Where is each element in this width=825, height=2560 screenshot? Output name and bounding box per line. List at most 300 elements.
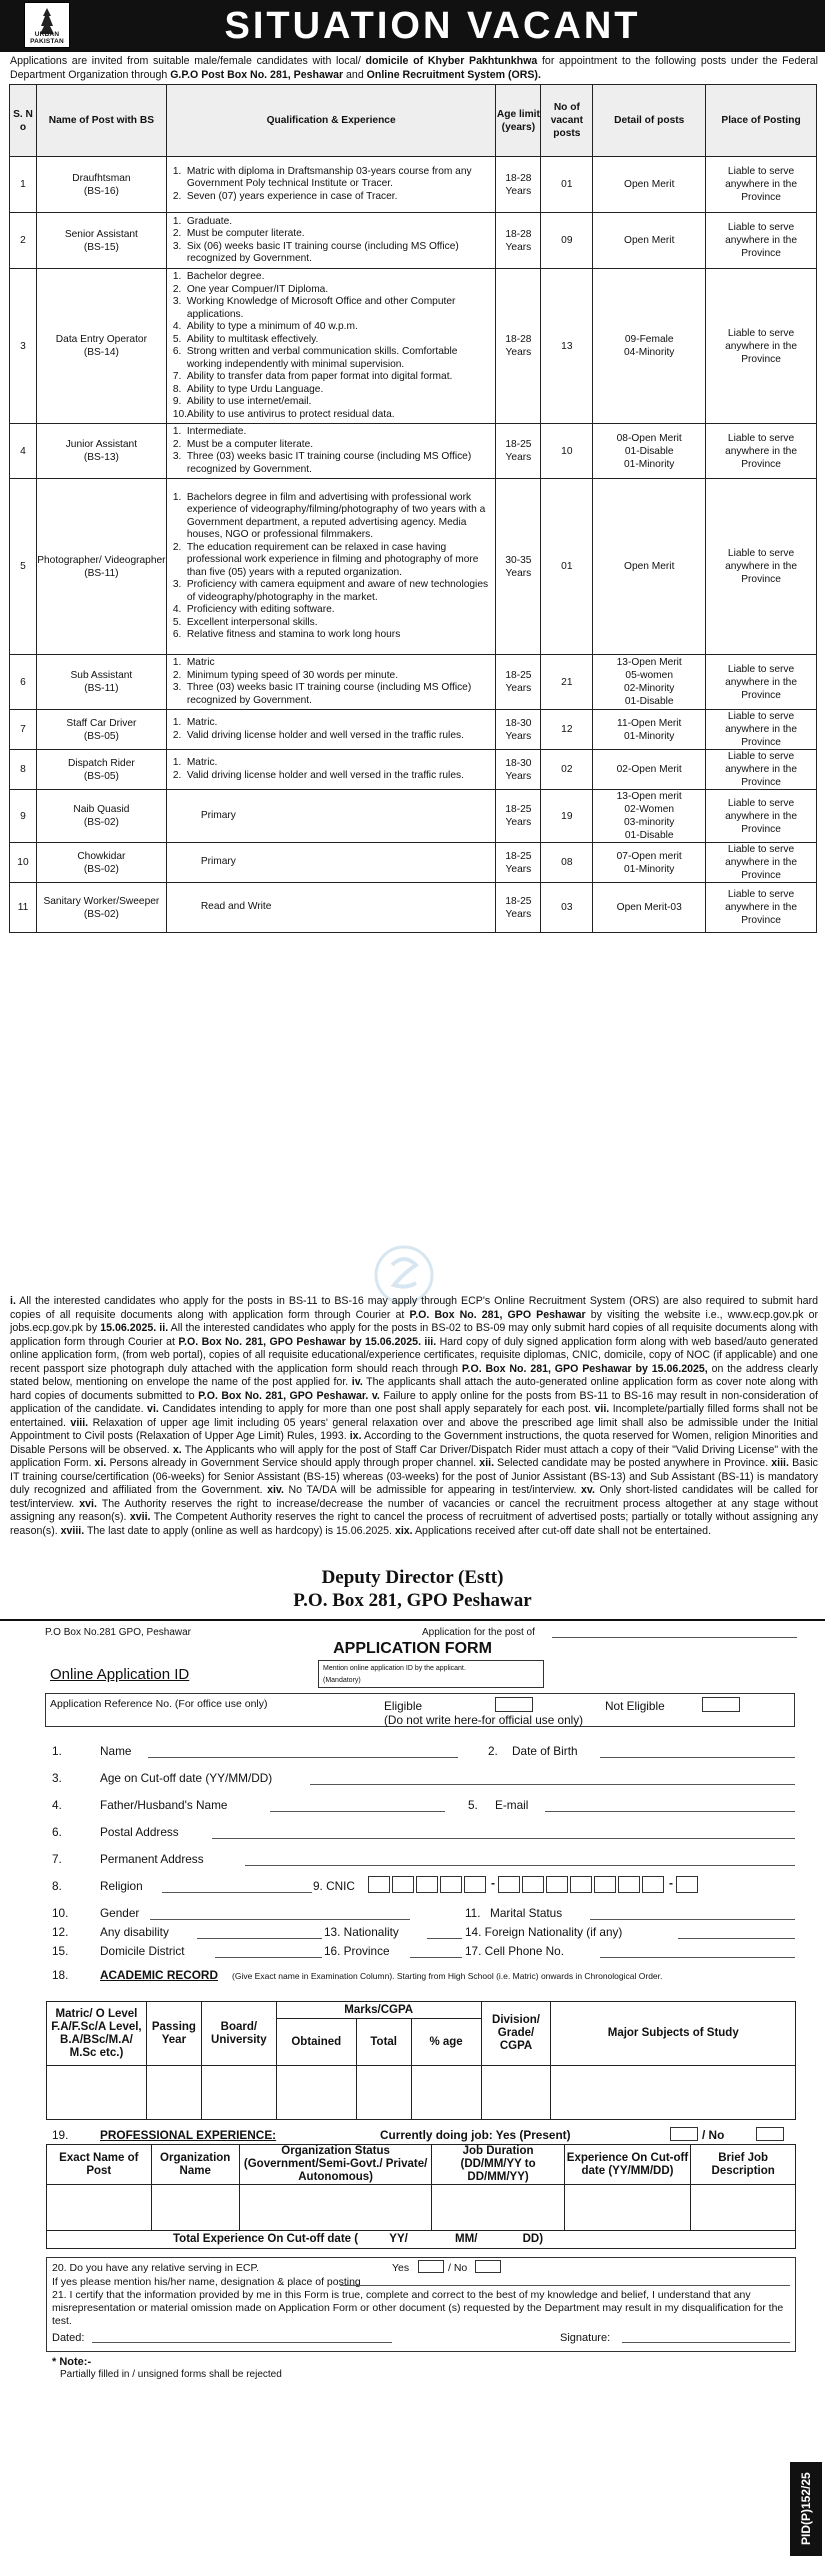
form-post-of-label: Application for the post of bbox=[422, 1627, 535, 1638]
qualification-item: 3. Three (03) weeks basic IT training course (including MS Office) recognized by Government. bbox=[172, 451, 472, 475]
note-text: According to the Government instructions, the quota reserved for Women, religion Minorities and Disable Persons will be observed. bbox=[10, 1430, 818, 1456]
qualification-item: 1. Matric bbox=[172, 657, 215, 668]
notes-paragraph bbox=[10, 1295, 818, 1538]
qualification-item: 2. Valid driving license holder and well versed in the traffic rules. bbox=[172, 769, 464, 781]
dob-field[interactable] bbox=[600, 1757, 795, 1758]
post-bs: (BS-13) bbox=[83, 452, 119, 463]
cell-detail: 13-Open merit 02-Women 03-minority 01-Disable bbox=[593, 790, 706, 843]
cell-vacant: 03 bbox=[541, 883, 593, 933]
office-designation: Deputy Director (Estt) bbox=[321, 1567, 504, 1588]
marital-label: Marital Status bbox=[490, 1906, 563, 1920]
note-number: xii. bbox=[476, 1457, 495, 1469]
name-label: Name bbox=[100, 1744, 132, 1758]
relative-no-label: / No bbox=[448, 2262, 468, 2274]
age-cutoff-field[interactable] bbox=[310, 1784, 795, 1785]
qualification-item: 10. Ability to use antivirus to protect residual data. bbox=[172, 408, 395, 420]
cell-detail: Open Merit bbox=[593, 213, 706, 269]
total-experience-label: Total Experience On Cut-off date ( bbox=[173, 2233, 359, 2245]
note-text: Incomplete/partially filled forms shall not be entertained. bbox=[10, 1403, 818, 1429]
field-number: 12. bbox=[52, 1925, 69, 1939]
disability-label: Any disability bbox=[100, 1925, 169, 1939]
qualification-item: 4. Ability to type a minimum of 40 w.p.m. bbox=[172, 321, 358, 332]
post-name: Staff Car Driver bbox=[66, 717, 137, 729]
form-pobox: P.O Box No.281 GPO, Peshawar bbox=[45, 1627, 192, 1638]
qualification-item: 1. Matric with diploma in Draftsmanship 03-years course from any Government Poly technical Institute or Tracer. bbox=[172, 165, 472, 190]
cell-age: 18-30 Years bbox=[496, 710, 541, 750]
post-bs: (BS-16) bbox=[83, 185, 119, 197]
post-name: Draufhtsman bbox=[72, 172, 131, 184]
qualification-item: 1. Intermediate. bbox=[172, 426, 247, 437]
note-number: xvi. bbox=[74, 1497, 97, 1510]
province-label: 16. Province bbox=[324, 1944, 390, 1958]
cell-qualification bbox=[166, 710, 496, 750]
cell-field[interactable] bbox=[600, 1957, 795, 1958]
qualification-item: 8. Ability to type Urdu Language. bbox=[172, 383, 324, 395]
post-bs: (BS-05) bbox=[83, 770, 119, 782]
qualification-item: 3. Six (06) weeks basic IT training course (including MS Office) recognized by Government. bbox=[172, 240, 459, 264]
cell-label: 17. Cell Phone No. bbox=[465, 1944, 565, 1958]
qualification-item: 1. Matric. bbox=[172, 717, 218, 728]
note-text: Hard copy of duly signed application form along with web based/auto generated online application form, (from web portal), copies of all requisite educational/experience certificates, requisite diplomas, CNIC, domicile, copy of NOC (if applicable) and one recent passport size photograph duly attached with the application form should reach through bbox=[10, 1335, 819, 1375]
cell-place: Liable to serve anywhere in the Province bbox=[706, 790, 817, 843]
qualification-item: Read and Write bbox=[200, 901, 272, 913]
cell-post bbox=[36, 479, 166, 655]
academic-header-percent: % age bbox=[411, 2019, 481, 2066]
relative-details-field[interactable] bbox=[340, 2285, 790, 2286]
permanent-field[interactable] bbox=[245, 1865, 795, 1866]
cell-age: 18-25 Years bbox=[496, 883, 541, 933]
post-bs: (BS-02) bbox=[83, 817, 119, 828]
note-text: No TA/DA will be admissible for appearing in test/interview. bbox=[283, 1484, 577, 1496]
note-text: Persons already in Government Service should apply through proper channel. bbox=[106, 1457, 477, 1469]
dated-label: Dated: bbox=[52, 2332, 85, 2344]
note-number: vii. bbox=[591, 1403, 610, 1415]
post-name: Sanitary Worker/Sweeper bbox=[43, 895, 160, 907]
cell-place: Liable to serve anywhere in the Province bbox=[706, 213, 817, 269]
qualification-item: 1. Bachelors degree in film and advertising with professional work experience of videography/filming/photography of two years with a Government department, a reputed advertising agency. Media houses, NGO or professional filmmakers. bbox=[172, 491, 486, 540]
note-text: The Applicants who will apply for the post of Staff Car Driver/Dispatch Rider must attach a copy of their "Valid Driving License" with the application Form. bbox=[10, 1443, 819, 1469]
academic-header-board: Board/ University bbox=[201, 2002, 276, 2066]
signature-field[interactable] bbox=[622, 2342, 790, 2343]
cell-post bbox=[36, 710, 166, 750]
cell-post bbox=[36, 655, 166, 710]
cell-sno: 6 bbox=[10, 655, 37, 710]
note-text: Failure to apply online for the posts from BS-11 to BS-16 may result in non-consideration of application of the candidate. bbox=[10, 1389, 818, 1415]
note-text: The last date to apply (online as well as hardcopy) is 15.06.2025. bbox=[84, 1524, 392, 1537]
cell-place: Liable to serve anywhere in the Province bbox=[706, 157, 817, 213]
cell-age: 18-28 Years bbox=[496, 157, 541, 213]
foreign-nationality-label: 14. Foreign Nationality (if any) bbox=[465, 1925, 623, 1939]
header-detail: Detail of posts bbox=[593, 85, 706, 157]
father-label: Father/Husband's Name bbox=[100, 1798, 228, 1812]
qualification-item: 3. Working Knowledge of Microsoft Office and other Computer applications. bbox=[172, 296, 456, 320]
email-field[interactable] bbox=[545, 1811, 795, 1812]
cell-sno: 4 bbox=[10, 424, 37, 479]
note-number: iv. bbox=[348, 1376, 363, 1388]
note-text: Candidates intending to apply for more than one post shall apply separately for each post. bbox=[158, 1403, 591, 1415]
qualification-item: 2. One year Compuer/IT Diploma. bbox=[172, 283, 329, 295]
domicile-field[interactable] bbox=[215, 1957, 322, 1958]
intro-paragraph bbox=[10, 54, 818, 82]
cell-sno: 10 bbox=[10, 843, 37, 883]
cell-place: Liable to serve anywhere in the Province bbox=[706, 750, 817, 790]
intro-text: and bbox=[343, 69, 367, 81]
cell-detail: Open Merit bbox=[593, 157, 706, 213]
note-text: Applications received after cut-off date shall not be entertained. bbox=[412, 1524, 712, 1537]
post-bs: (BS-05) bbox=[83, 730, 119, 742]
cell-vacant: 02 bbox=[541, 750, 593, 790]
signature-label: Signature: bbox=[560, 2332, 611, 2344]
academic-header-division: Division/ Grade/ CGPA bbox=[481, 2002, 551, 2066]
cell-vacant: 21 bbox=[541, 655, 593, 710]
qualification-item: 2. Valid driving license holder and well versed in the traffic rules. bbox=[172, 729, 464, 741]
online-id-note: Mention online application ID by the applicant. bbox=[323, 1665, 466, 1672]
post-bs: (BS-14) bbox=[83, 347, 119, 358]
note-number: xiv. bbox=[262, 1484, 284, 1496]
academic-header-obtained: Obtained bbox=[276, 2019, 356, 2066]
cell-detail: Open Merit-03 bbox=[593, 883, 706, 933]
header-age: Age limit (years) bbox=[496, 85, 541, 157]
total-dd: DD) bbox=[522, 2233, 544, 2245]
academic-input-row[interactable] bbox=[47, 2066, 796, 2120]
note-number: ix. bbox=[346, 1430, 362, 1442]
ref-no-label: Application Reference No. (For office use only) bbox=[50, 1698, 268, 1710]
intro-bold: G.P.O Post Box No. 281, Peshawar bbox=[170, 69, 344, 81]
field-number: 3. bbox=[52, 1771, 62, 1785]
field-number: 6. bbox=[52, 1825, 62, 1839]
relative-no-checkbox[interactable] bbox=[475, 2260, 501, 2273]
table-row bbox=[10, 883, 817, 933]
post-bs: (BS-11) bbox=[84, 683, 119, 694]
cnic-field[interactable]: - - bbox=[368, 1876, 700, 1893]
cell-age: 18-28 Years bbox=[496, 269, 541, 424]
intro-text: for appointment to the following posts under the Federal Department Organization through bbox=[10, 55, 818, 81]
cell-qualification bbox=[166, 750, 496, 790]
father-field[interactable] bbox=[270, 1811, 445, 1812]
cell-sno: 11 bbox=[10, 883, 37, 933]
header-vacant: No of vacant posts bbox=[541, 85, 593, 157]
disability-field[interactable] bbox=[197, 1938, 322, 1939]
province-field[interactable] bbox=[410, 1957, 462, 1958]
cell-vacant: 13 bbox=[541, 269, 593, 424]
note-number: xv. bbox=[576, 1484, 595, 1496]
relative-yes-checkbox[interactable] bbox=[418, 2260, 444, 2273]
note-number: xvii. bbox=[126, 1511, 151, 1523]
cnic-label: 9. CNIC bbox=[313, 1879, 355, 1893]
gender-field[interactable] bbox=[150, 1919, 410, 1920]
note-text: The Competent Authority reserves the right to cancel the process of recruitment of advertised posts; partially or totally without assigning any reason(s). bbox=[10, 1511, 818, 1537]
cell-vacant: 01 bbox=[541, 479, 593, 655]
qualification-item: 6. Relative fitness and stamina to work long hours bbox=[172, 629, 401, 640]
note-number: xiii. bbox=[768, 1457, 789, 1469]
qualification-item: 5. Ability to multitask effectively. bbox=[172, 333, 319, 345]
post-name: Sub Assistant bbox=[70, 670, 133, 681]
cell-sno: 7 bbox=[10, 710, 37, 750]
domicile-label: Domicile District bbox=[100, 1944, 185, 1958]
office-address: P.O. Box 281, GPO Peshawar bbox=[293, 1590, 532, 1611]
qualification-item: 2. Must be computer literate. bbox=[172, 228, 305, 239]
cell-post bbox=[36, 213, 166, 269]
pid-badge: PID(P)152/25 bbox=[790, 2462, 822, 2556]
qualification-item: 6. Strong written and verbal communication skills. Comfortable working independently with minimal supervision. bbox=[172, 346, 458, 370]
note-title: * Note:- bbox=[52, 2356, 92, 2368]
dated-field[interactable] bbox=[92, 2342, 392, 2343]
qualification-item: 1. Bachelor degree. bbox=[172, 271, 265, 282]
note-text: All the interested candidates who apply for the posts in BS-02 to BS-09 may only submit hard copies of all requisite documents along with application form through Courier at bbox=[10, 1322, 818, 1348]
header-post: Name of Post with BS bbox=[36, 85, 166, 157]
email-label: E-mail bbox=[495, 1798, 529, 1812]
post-name: Senior Assistant bbox=[64, 228, 138, 240]
note-bold: 15.06.2025. bbox=[100, 1322, 157, 1334]
header-qualification: Qualification & Experience bbox=[166, 85, 496, 157]
academic-title: ACADEMIC RECORD bbox=[100, 1968, 218, 1982]
note-number: vi. bbox=[143, 1403, 159, 1415]
religion-field[interactable] bbox=[162, 1892, 312, 1893]
professional-title: PROFESSIONAL EXPERIENCE: bbox=[100, 2128, 277, 2142]
table-header-row bbox=[10, 85, 817, 157]
exp-header-status: Organization Status (Government/Semi-Govt./ Private/ Autonomous) bbox=[239, 2145, 432, 2185]
post-name: Photographer/ Videographer bbox=[37, 554, 166, 566]
note-number: viii. bbox=[65, 1416, 89, 1429]
cell-post bbox=[36, 269, 166, 424]
academic-note: (Give Exact name in Examination Column). Starting from High School (i.e. Matric) onwards in Chronological Order. bbox=[232, 1971, 663, 1981]
post-name: Chowkidar bbox=[77, 850, 126, 862]
age-cutoff-label: Age on Cut-off date (YY/MM/DD) bbox=[100, 1771, 273, 1785]
intro-bold: Online Recruitment System (ORS). bbox=[366, 69, 541, 81]
cell-place: Liable to serve anywhere in the Province bbox=[706, 710, 817, 750]
note-text: on the address clearly stated below, mentioning on envelope the name of the post applied for. bbox=[10, 1362, 818, 1388]
nationality-field[interactable] bbox=[427, 1938, 462, 1939]
cell-detail: 11-Open Merit 01-Minority bbox=[593, 710, 706, 750]
note-text: All the interested candidates who apply for the posts in BS-11 to BS-16 may apply through ECP's Online Recruitment System (ORS) are also required to submit hard copies of all requisite documents along with application form through Courier at bbox=[10, 1295, 818, 1321]
exp-header-duration: Job Duration (DD/MM/YY to DD/MM/YY) bbox=[432, 2145, 564, 2185]
eligible-checkbox[interactable] bbox=[495, 1697, 533, 1712]
cell-vacant: 12 bbox=[541, 710, 593, 750]
post-bs: (BS-02) bbox=[83, 908, 119, 920]
jobs-table bbox=[9, 84, 817, 933]
total-experience-row bbox=[47, 2231, 796, 2249]
table-row bbox=[10, 269, 817, 424]
total-mm: MM/ bbox=[455, 2233, 478, 2245]
cell-age: 18-25 Years bbox=[496, 655, 541, 710]
cell-age: 18-28 Years bbox=[496, 213, 541, 269]
qualification-item: 2. Seven (07) years experience in case of Tracer. bbox=[172, 190, 398, 202]
total-yy: YY/ bbox=[389, 2233, 408, 2245]
note-text: Only short-listed candidates will be called for test/interview. bbox=[10, 1484, 819, 1510]
intro-text: Applications are invited from suitable male/female candidates with local/ bbox=[10, 55, 366, 67]
cell-vacant: 10 bbox=[541, 424, 593, 479]
cell-place: Liable to serve anywhere in the Province bbox=[706, 655, 817, 710]
cell-sno: 1 bbox=[10, 157, 37, 213]
cell-vacant: 08 bbox=[541, 843, 593, 883]
qualification-item: 2. The education requirement can be relaxed in case having professional work experience in filming and photography of more than five (05) years with a reputed organization. bbox=[172, 541, 479, 578]
cell-detail: 09-Female 04-Minority bbox=[593, 269, 706, 424]
field-number: 1. bbox=[52, 1744, 62, 1758]
post-bs: (BS-11) bbox=[84, 567, 119, 579]
cell-post bbox=[36, 843, 166, 883]
table-row bbox=[10, 213, 817, 269]
field-number: 4. bbox=[52, 1798, 62, 1812]
table-row bbox=[10, 655, 817, 710]
exp-header-org: Organization Name bbox=[151, 2145, 239, 2185]
cell-sno: 8 bbox=[10, 750, 37, 790]
cell-detail: 07-Open merit 01-Minority bbox=[593, 843, 706, 883]
academic-header-marks: Marks/CGPA bbox=[276, 2002, 481, 2019]
not-eligible-checkbox[interactable] bbox=[702, 1697, 740, 1712]
note-text: Partially filled in / unsigned forms shall be rejected bbox=[60, 2369, 282, 2380]
qualification-item: 3. Three (03) weeks basic IT training course (including MS Office) recognized by Government. bbox=[172, 682, 472, 706]
note-number: xviii. bbox=[57, 1524, 85, 1537]
table-row bbox=[10, 750, 817, 790]
relative-question: 20. Do you have any relative serving in ECP. bbox=[52, 2262, 260, 2274]
note-bold: P.O. Box No. 281, GPO Peshawar by 15.06.2025. bbox=[178, 1335, 422, 1348]
foreign-nationality-field[interactable] bbox=[678, 1938, 795, 1939]
note-text: Basic IT training course/certification (06-weeks) for Senior Assistant (BS-15) whereas (03-weeks) for the post of Junior Assistant (BS-13) and Sub Assistant (BS-11) is mandatory duly recognized and affiliated from the Government. bbox=[10, 1457, 818, 1496]
cell-qualification bbox=[166, 157, 496, 213]
qualification-item: 5. Excellent interpersonal skills. bbox=[172, 616, 318, 628]
cell-sno: 3 bbox=[10, 269, 37, 424]
currently-doing-label: Currently doing job: Yes (Present) bbox=[380, 2128, 571, 2142]
cell-post bbox=[36, 790, 166, 843]
exp-header-experience: Experience On Cut-off date (YY/MM/DD) bbox=[564, 2145, 691, 2185]
cell-place: Liable to serve anywhere in the Province bbox=[706, 479, 817, 655]
cell-sno: 5 bbox=[10, 479, 37, 655]
online-id-field[interactable] bbox=[318, 1660, 544, 1688]
postal-label: Postal Address bbox=[100, 1825, 179, 1839]
cell-detail: 13-Open Merit 05-women 02-Minority 01-Disable bbox=[593, 655, 706, 710]
note-text: by visiting the website i.e., www.ecp.gov.pk or jobs.ecp.gov.pk by bbox=[10, 1308, 818, 1334]
dob-label: Date of Birth bbox=[512, 1744, 578, 1758]
table-row bbox=[10, 710, 817, 750]
field-number: 15. bbox=[52, 1944, 69, 1958]
religion-label: Religion bbox=[100, 1879, 143, 1893]
cell-qualification bbox=[166, 843, 496, 883]
cell-post bbox=[36, 750, 166, 790]
cell-detail: Open Merit bbox=[593, 479, 706, 655]
experience-table bbox=[46, 2144, 796, 2249]
cell-vacant: 09 bbox=[541, 213, 593, 269]
header-place: Place of Posting bbox=[706, 85, 817, 157]
marital-field[interactable] bbox=[590, 1919, 795, 1920]
cell-post bbox=[36, 424, 166, 479]
post-bs: (BS-02) bbox=[83, 863, 119, 875]
note-text: The Authority reserves the right to increase/decrease the number of vacancies or cancel the recruitment process altogether at any stage without assigning any reason(s). bbox=[10, 1497, 818, 1523]
qualification-item: 2. Must be a computer literate. bbox=[172, 438, 314, 450]
post-bs: (BS-15) bbox=[83, 241, 119, 253]
eligible-label: Eligible bbox=[384, 1699, 423, 1713]
cell-qualification bbox=[166, 269, 496, 424]
table-row bbox=[10, 157, 817, 213]
cell-age: 18-25 Years bbox=[496, 424, 541, 479]
cell-place: Liable to serve anywhere in the Province bbox=[706, 843, 817, 883]
note-number: xi. bbox=[91, 1457, 107, 1469]
note-number: xix. bbox=[392, 1524, 413, 1537]
qualification-item: 2. Minimum typing speed of 30 words per minute. bbox=[172, 669, 399, 681]
doing-yes-checkbox[interactable] bbox=[670, 2127, 698, 2141]
post-name: Data Entry Operator bbox=[55, 334, 147, 345]
cell-place: Liable to serve anywhere in the Province bbox=[706, 269, 817, 424]
online-id-mandatory: (Mandatory) bbox=[323, 1677, 361, 1684]
form-divider bbox=[0, 1619, 825, 1621]
academic-header-subjects: Major Subjects of Study bbox=[551, 2002, 796, 2066]
note-bold: P.O. Box No. 281, GPO Peshawar by 15.06.2025, bbox=[461, 1362, 708, 1375]
qualification-item: 3. Proficiency with camera equipment and aware of new technologies of videography/photography in the market. bbox=[172, 579, 489, 603]
field-number: 8. bbox=[52, 1879, 62, 1893]
table-row bbox=[10, 479, 817, 655]
cell-age: 18-25 Years bbox=[496, 843, 541, 883]
not-eligible-label: Not Eligible bbox=[605, 1699, 665, 1713]
cell-qualification bbox=[166, 424, 496, 479]
academic-table bbox=[46, 2001, 796, 2120]
nationality-label: 13. Nationality bbox=[324, 1925, 399, 1939]
academic-header-passing: Passing Year bbox=[146, 2002, 201, 2066]
table-row bbox=[10, 424, 817, 479]
intro-bold: domicile of Khyber Pakhtunkhwa bbox=[365, 55, 538, 67]
name-field[interactable] bbox=[148, 1757, 458, 1758]
note-number: x. bbox=[169, 1443, 182, 1456]
note-text: Selected candidate may be posted anywhere in Province. bbox=[494, 1457, 769, 1469]
cell-vacant: 01 bbox=[541, 157, 593, 213]
note-number: ii. bbox=[156, 1322, 169, 1334]
academic-header-total: Total bbox=[356, 2019, 411, 2066]
doing-no-label: / No bbox=[702, 2128, 725, 2142]
post-name: Junior Assistant bbox=[65, 439, 138, 450]
post-name: Naib Quasid bbox=[73, 804, 130, 815]
relative-yes-label: Yes bbox=[392, 2262, 410, 2274]
note-number: i. bbox=[10, 1295, 16, 1307]
cell-qualification bbox=[166, 655, 496, 710]
doing-no-checkbox[interactable] bbox=[756, 2127, 784, 2141]
cell-qualification bbox=[166, 883, 496, 933]
qualification-item: Primary bbox=[200, 809, 236, 821]
cell-qualification bbox=[166, 790, 496, 843]
cell-place: Liable to serve anywhere in the Province bbox=[706, 424, 817, 479]
field-number: 11. bbox=[465, 1906, 481, 1920]
exp-header-post: Exact Name of Post bbox=[47, 2145, 152, 2185]
header-sno: S. N o bbox=[10, 85, 37, 157]
academic-header-qualification: Matric/ O Level F.A/F.Sc/A Level, B.A/BSc/M.A/ M.Sc etc.) bbox=[47, 2002, 147, 2066]
form-title: APPLICATION FORM bbox=[333, 1640, 492, 1657]
postal-field[interactable] bbox=[212, 1838, 795, 1839]
field-number: 7. bbox=[52, 1852, 62, 1866]
qualification-item: 1. Matric. bbox=[172, 757, 218, 768]
cell-age: 18-25 Years bbox=[496, 790, 541, 843]
cell-detail: 02-Open Merit bbox=[593, 750, 706, 790]
qualification-item: Primary bbox=[200, 856, 236, 868]
note-text: Relaxation of upper age limit including 05 years' general relaxation over and above the prescribed age limit shall also be admissible under the Initial Appointment to Civil posts (Relaxation of Upper Age Limit) Rules, 1993. bbox=[10, 1416, 819, 1442]
field-number: 18. bbox=[52, 1968, 69, 1982]
qualification-item: 9. Ability to use internet/email. bbox=[172, 396, 312, 407]
experience-input-row[interactable] bbox=[47, 2185, 796, 2231]
table-row bbox=[10, 790, 817, 843]
cell-place: Liable to serve anywhere in the Province bbox=[706, 883, 817, 933]
post-of-field[interactable] bbox=[552, 1637, 797, 1638]
field-number: 5. bbox=[468, 1798, 478, 1812]
note-number: v. bbox=[368, 1389, 380, 1402]
note-text: The applicants shall attach the auto-generated online application form as cover note along with hard copies of documents submitted to bbox=[10, 1376, 818, 1402]
field-number: 2. bbox=[488, 1744, 498, 1758]
qualification-item: 7. Ability to transfer data from paper format into digital format. bbox=[172, 371, 453, 382]
cell-sno: 9 bbox=[10, 790, 37, 843]
exp-header-brief: Brief Job Description bbox=[691, 2145, 796, 2185]
permanent-label: Permanent Address bbox=[100, 1852, 204, 1866]
cell-detail: 08-Open Merit 01-Disable 01-Minority bbox=[593, 424, 706, 479]
field-number: 19. bbox=[52, 2128, 69, 2142]
qualification-item: 1. Graduate. bbox=[172, 215, 233, 227]
qualification-item: 4. Proficiency with editing software. bbox=[172, 604, 335, 615]
page-title: SITUATION VACANT bbox=[224, 5, 641, 47]
note-bold: P.O. Box No. 281, GPO Peshawar. bbox=[198, 1389, 369, 1402]
